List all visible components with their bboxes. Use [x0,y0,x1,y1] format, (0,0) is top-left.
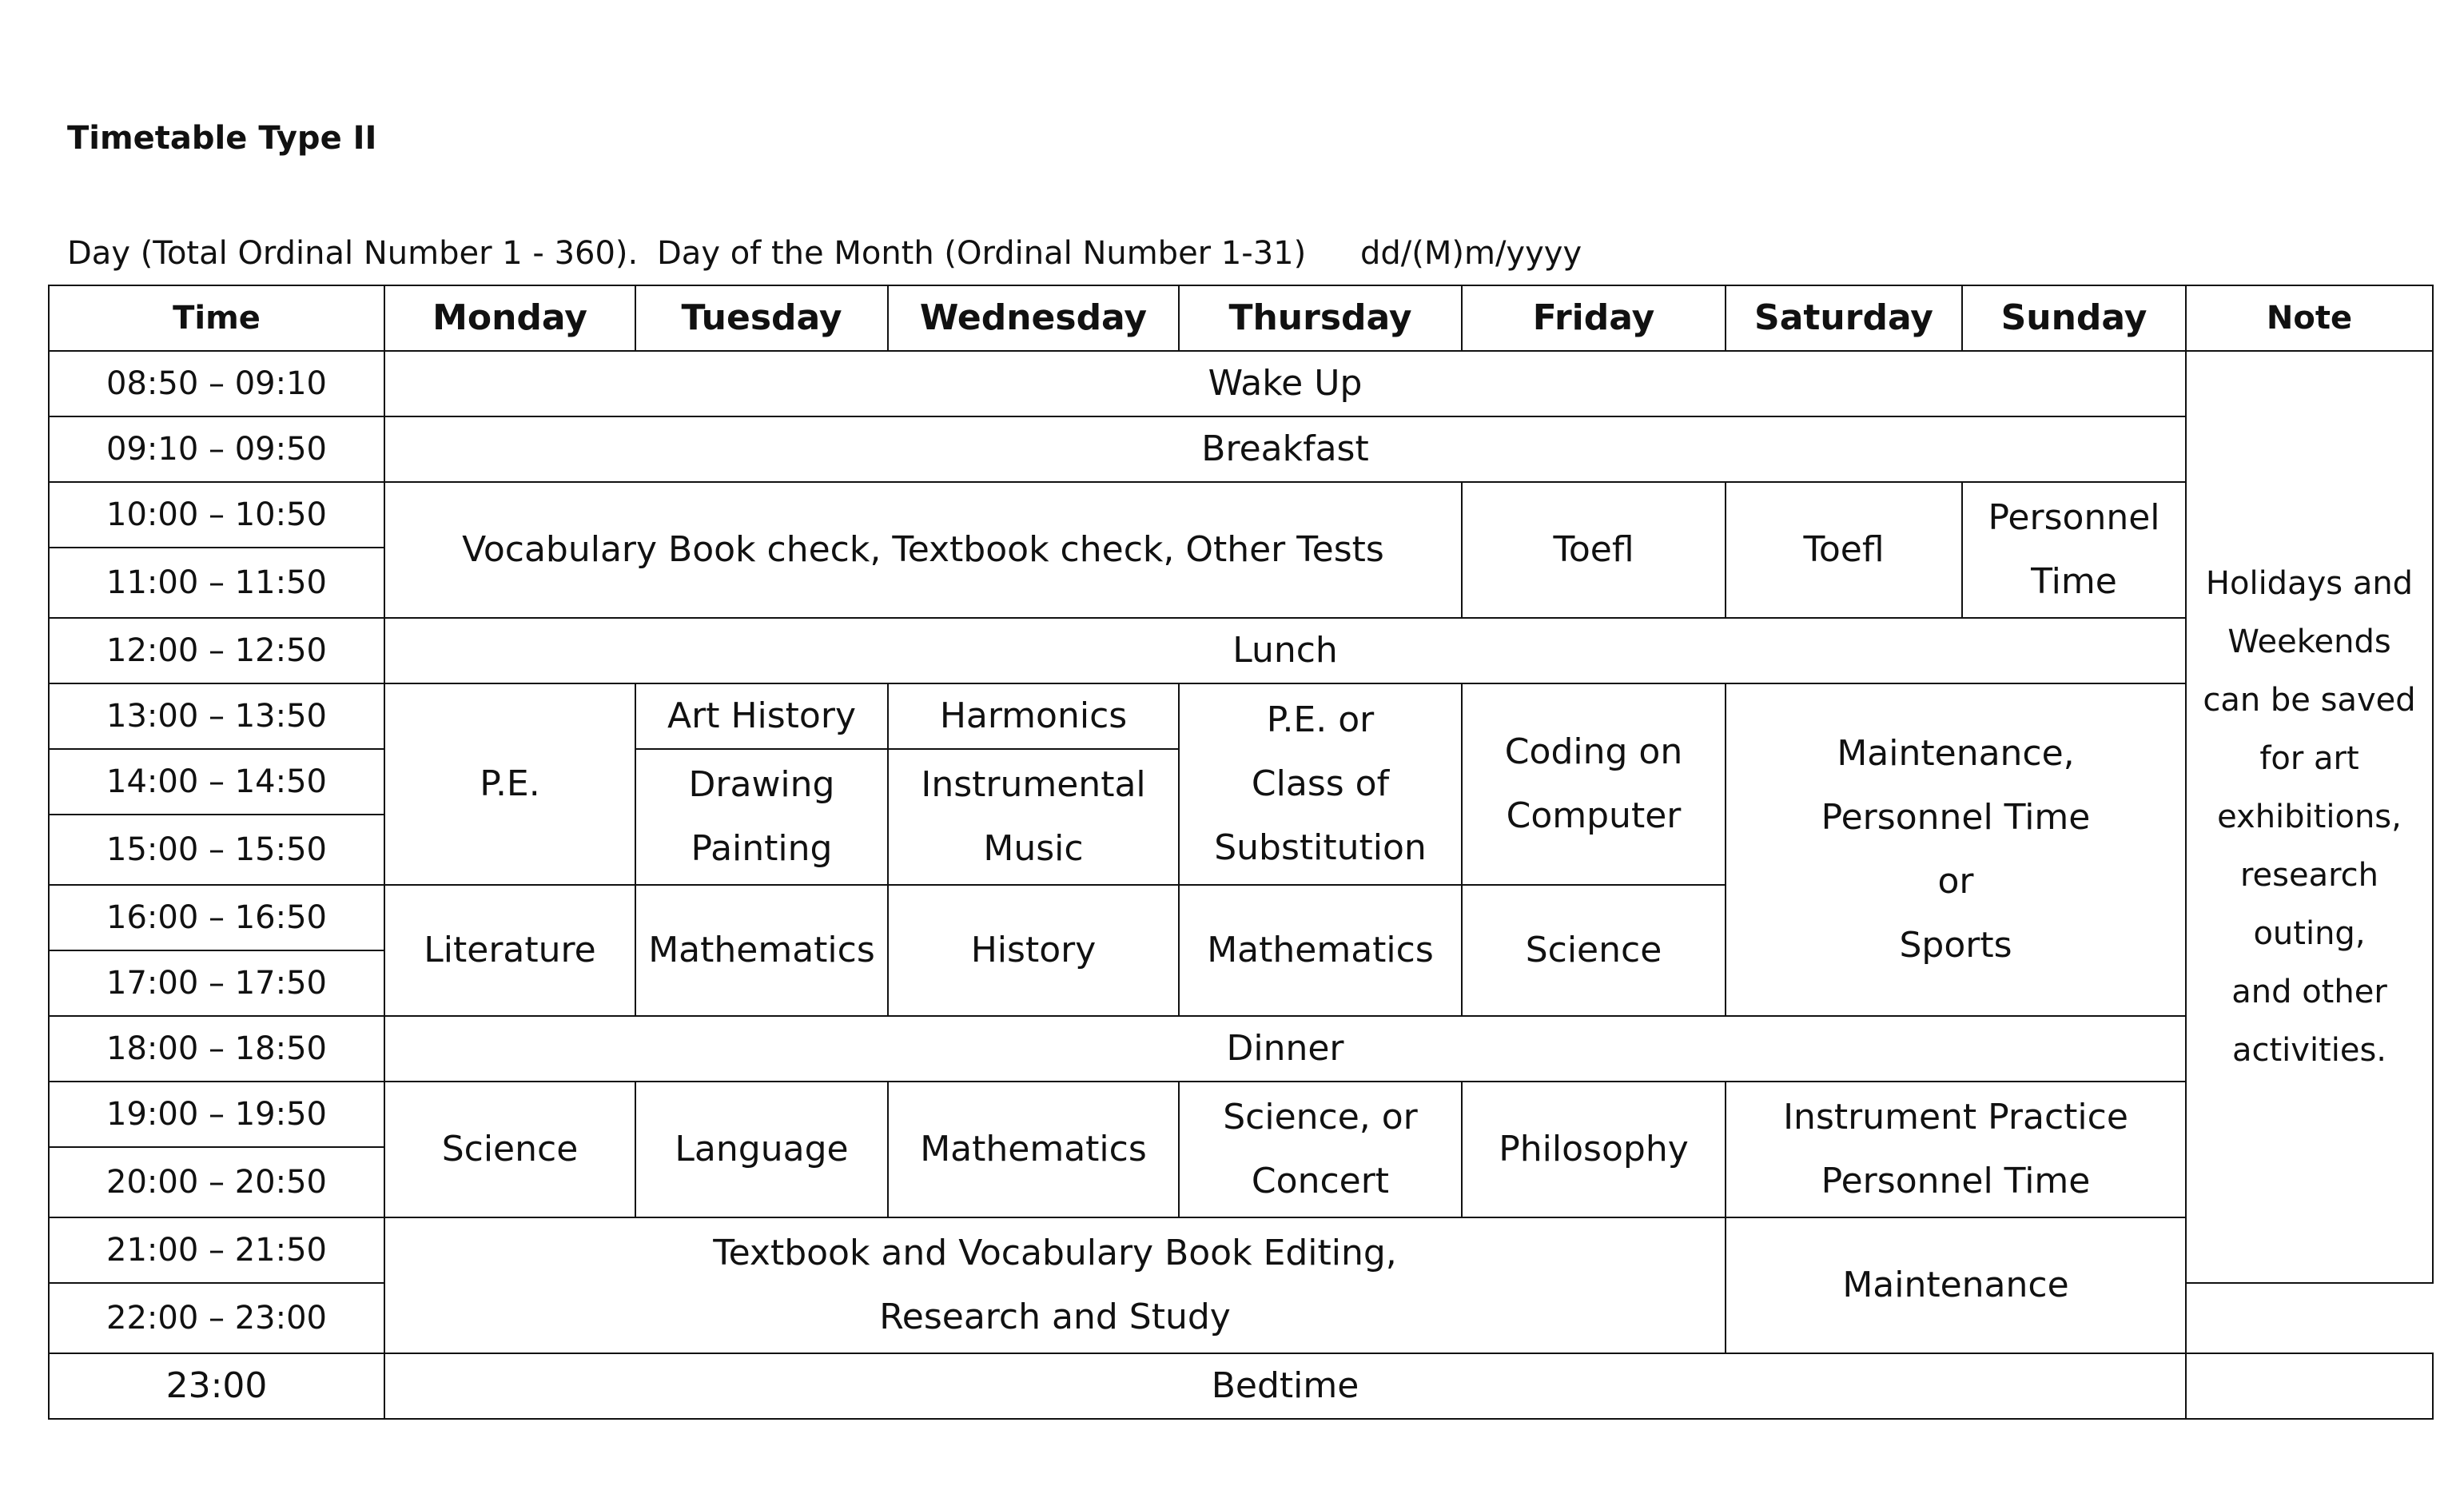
lunch-cell: Lunch [384,618,2186,683]
thursday-pe-substitution-cell [1179,683,1462,885]
tuesday-drawing-cell [635,749,888,885]
timetable [48,285,2434,1420]
sunday-personnel-time-text: Personnel Time [1988,497,2160,602]
breakfast-cell: Breakfast [384,416,2186,482]
saturday-toefl-cell: Toefl [1726,482,1962,618]
tuesday-mathematics-cell: Mathematics [635,885,888,1016]
header-row [49,285,2433,351]
weekend-evening-cell [1726,1082,2186,1217]
header-thursday: Thursday [1179,285,1462,351]
date-format: dd/(M)m/yyyy [1360,235,1582,272]
tuesday-language-cell: Language [635,1082,888,1217]
note-empty-cell [2186,1353,2433,1419]
thursday-mathematics-cell: Mathematics [1179,885,1462,1016]
table-row [49,1217,2433,1283]
time-slot: 10:00 – 10:50 [49,482,384,548]
night-study-text: Textbook and Vocabulary Book Editing, Research and Study [713,1233,1397,1337]
time-slot: 15:00 – 15:50 [49,815,384,885]
friday-science-cell: Science [1462,885,1726,1016]
header-sunday: Sunday [1962,285,2186,351]
time-slot: 11:00 – 11:50 [49,548,384,618]
header-note: Note [2186,285,2433,351]
weekend-evening-text: Instrument Practice Personnel Time [1783,1097,2128,1201]
table-row [49,1082,2433,1147]
day-of-month-ordinal: Day of the Month (Ordinal Number 1-31) [657,235,1307,272]
time-slot: 19:00 – 19:50 [49,1082,384,1147]
table-row [49,416,2433,482]
time-slot: 18:00 – 18:50 [49,1016,384,1082]
wednesday-mathematics-cell: Mathematics [888,1082,1179,1217]
document-title: Timetable Type II [67,120,377,157]
weekend-night-cell: Maintenance [1726,1217,2186,1353]
table-row [49,482,2433,548]
wednesday-instrumental-cell [888,749,1179,885]
thursday-pe-substitution-text: P.E. or Class of Substitution [1214,699,1427,868]
time-slot: 08:50 – 09:10 [49,351,384,416]
dinner-cell: Dinner [384,1016,2186,1082]
tuesday-drawing-text: Drawing Painting [688,764,835,869]
night-study-cell [384,1217,1726,1353]
friday-philosophy-cell: Philosophy [1462,1082,1726,1217]
time-slot: 21:00 – 21:50 [49,1217,384,1283]
header-wednesday: Wednesday [888,285,1179,351]
table-row [49,618,2433,683]
header-tuesday: Tuesday [635,285,888,351]
tuesday-art-history-cell: Art History [635,683,888,749]
time-slot: 13:00 – 13:50 [49,683,384,749]
monday-science-cell: Science [384,1082,635,1217]
table-row [49,1353,2433,1419]
time-slot: 22:00 – 23:00 [49,1283,384,1353]
wednesday-instrumental-text: Instrumental Music [921,764,1146,869]
weekend-afternoon-cell [1726,683,2186,1016]
morning-tests-cell: Vocabulary Book check, Textbook check, Other Tests [384,482,1462,618]
friday-coding-text: Coding on Computer [1504,731,1683,836]
weekend-afternoon-text: Maintenance, Personnel Time or Sports [1821,733,2091,966]
table-row [49,351,2433,416]
day-total-ordinal: Day (Total Ordinal Number 1 - 360). [67,235,639,272]
time-slot: 17:00 – 17:50 [49,950,384,1016]
friday-coding-cell [1462,683,1726,885]
monday-pe-cell: P.E. [384,683,635,885]
time-slot: 16:00 – 16:50 [49,885,384,950]
day-info-line [67,235,1582,272]
time-slot: 12:00 – 12:50 [49,618,384,683]
wednesday-history-cell: History [888,885,1179,1016]
wednesday-harmonics-cell: Harmonics [888,683,1179,749]
table-row [49,683,2433,749]
header-time: Time [49,285,384,351]
time-slot: 09:10 – 09:50 [49,416,384,482]
thursday-science-concert-cell [1179,1082,1462,1217]
note-cell [2186,351,2433,1283]
time-slot: 23:00 [49,1353,384,1419]
note-text: Holidays and Weekends can be saved for art exhibitions, research outing, and other activities. [2203,564,2416,1069]
header-monday: Monday [384,285,635,351]
header-saturday: Saturday [1726,285,1962,351]
bedtime-cell: Bedtime [384,1353,2186,1419]
thursday-science-concert-text: Science, or Concert [1223,1097,1418,1201]
wake-up-cell: Wake Up [384,351,2186,416]
time-slot: 20:00 – 20:50 [49,1147,384,1217]
friday-toefl-cell: Toefl [1462,482,1726,618]
table-row [49,1016,2433,1082]
sunday-personnel-time-cell [1962,482,2186,618]
header-friday: Friday [1462,285,1726,351]
time-slot: 14:00 – 14:50 [49,749,384,815]
monday-literature-cell: Literature [384,885,635,1016]
